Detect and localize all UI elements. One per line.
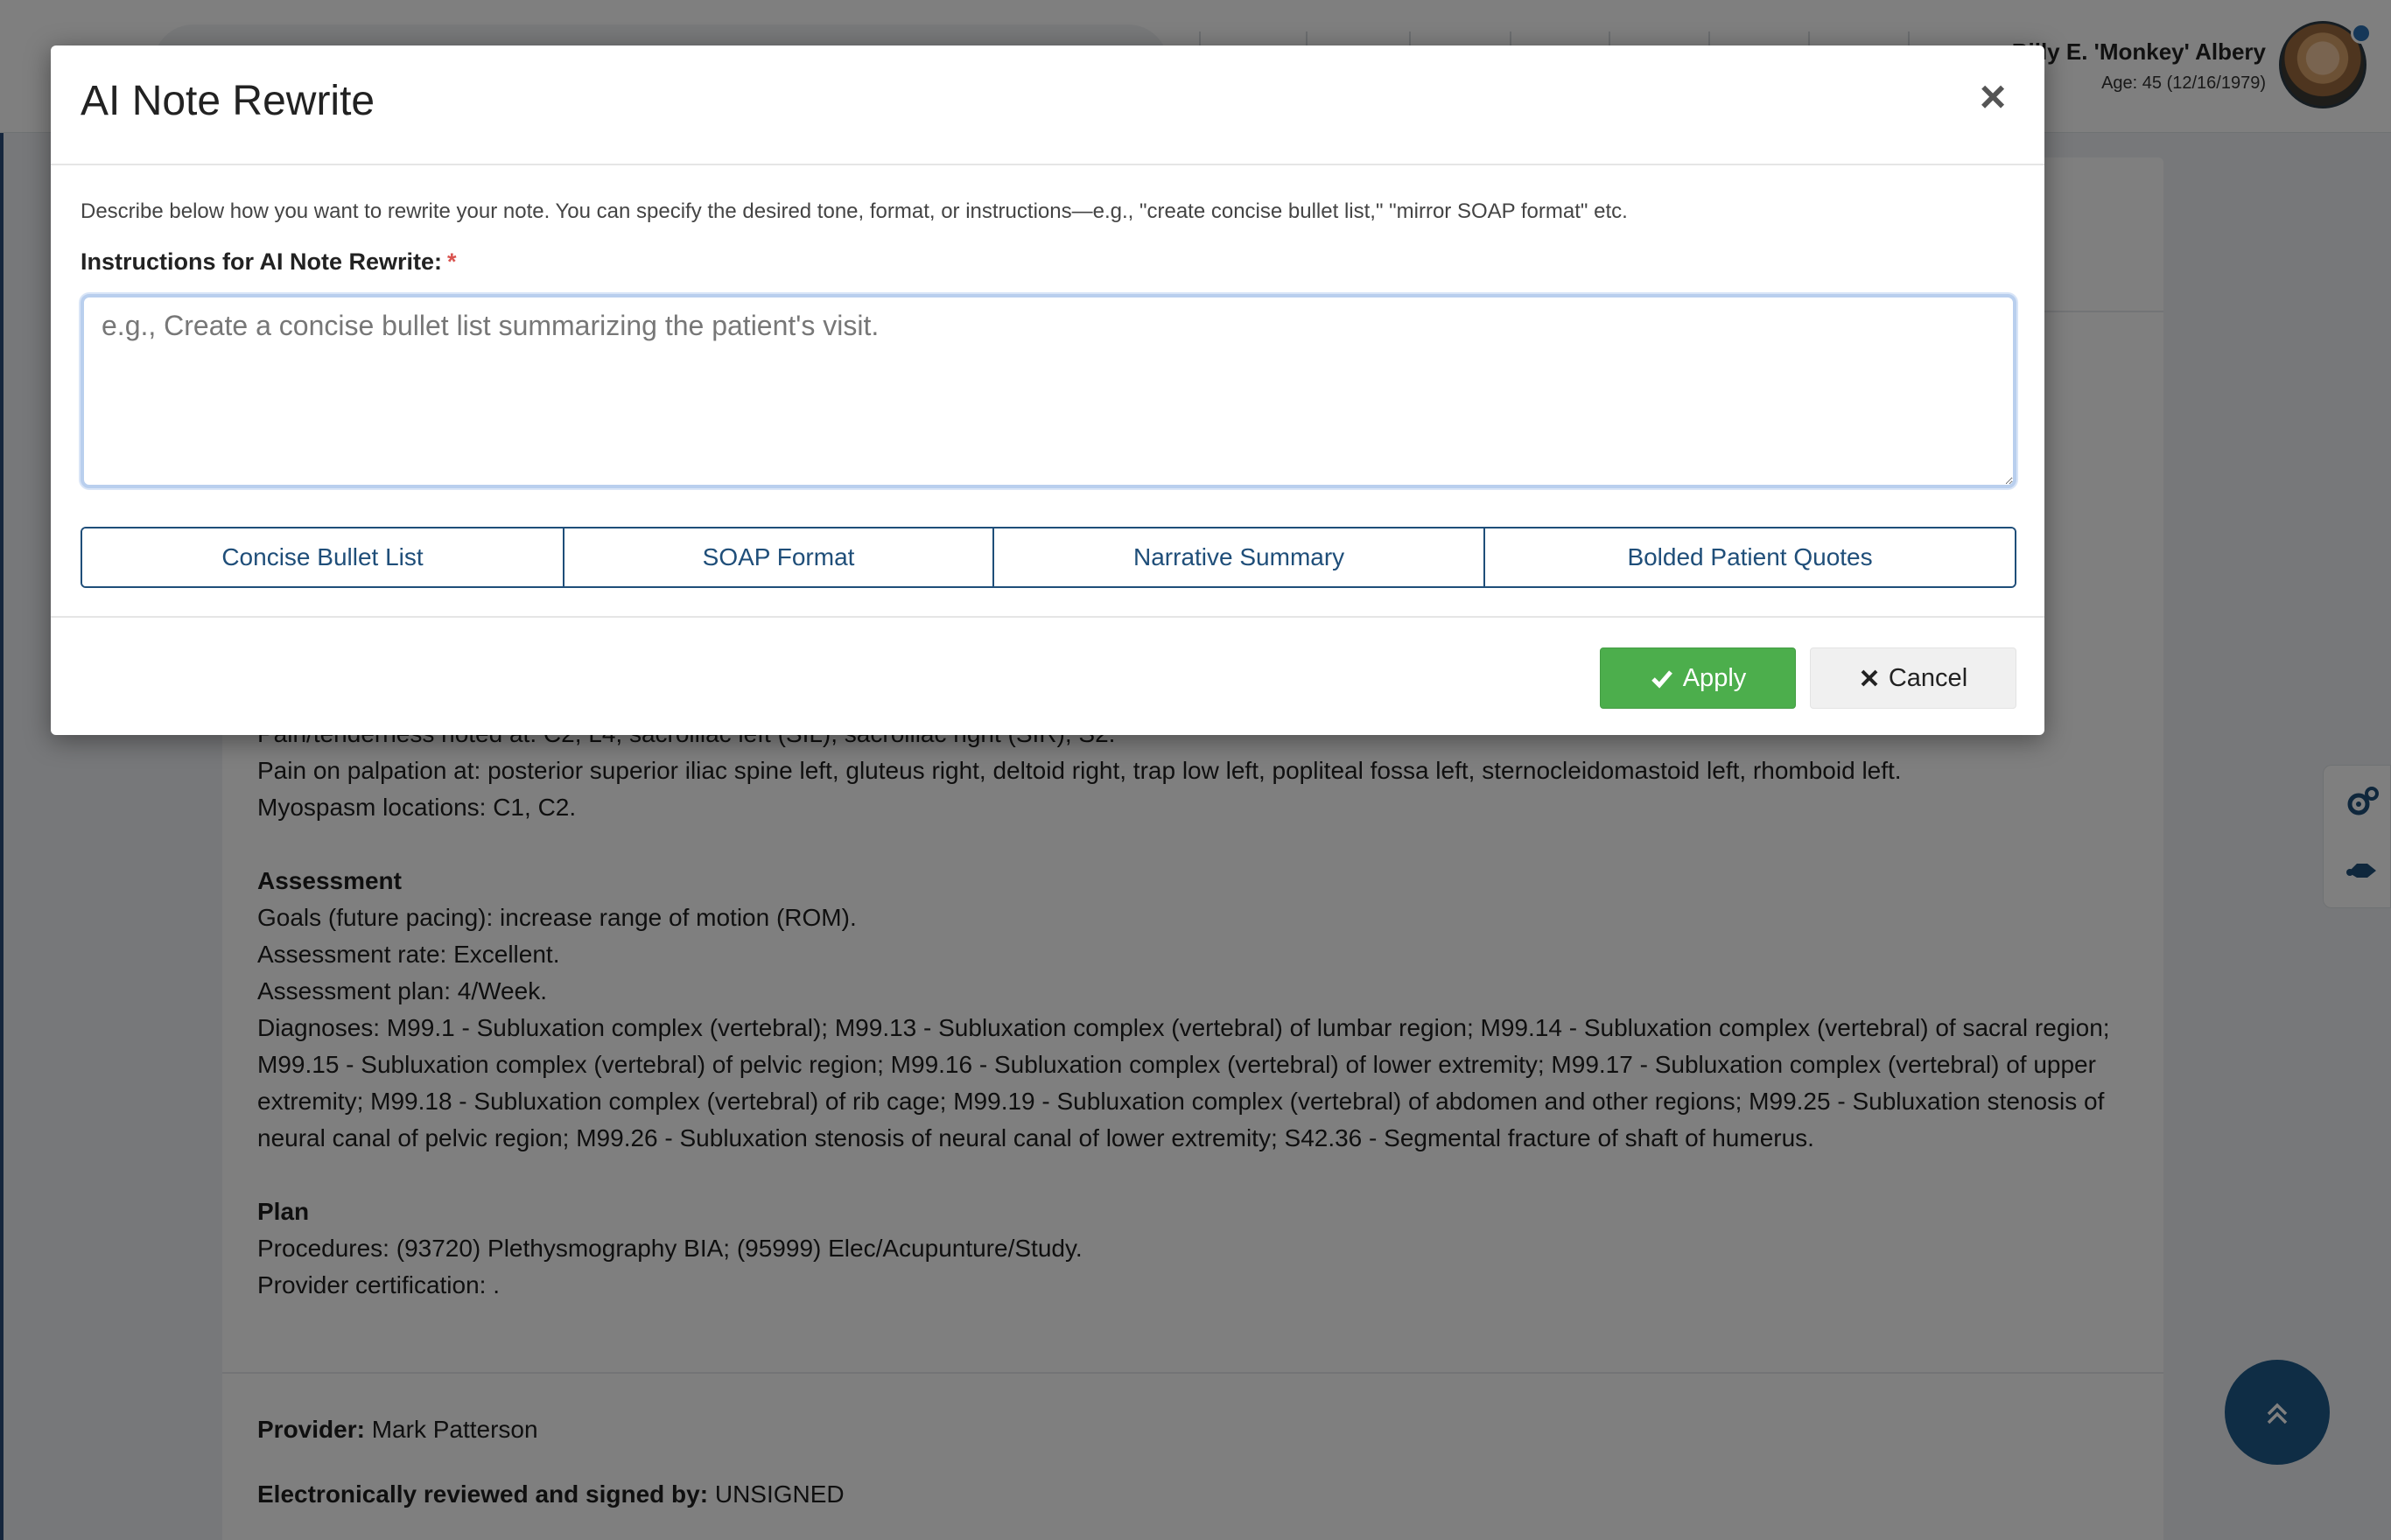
apply-label: Apply: [1682, 663, 1747, 692]
instructions-textarea[interactable]: [81, 294, 2016, 488]
ai-note-rewrite-modal: [51, 46, 2044, 735]
x-icon: [1859, 668, 1880, 689]
instructions-label: [81, 248, 457, 276]
cancel-label: Cancel: [1888, 663, 1968, 692]
modal-header: [51, 46, 2044, 165]
checkmark-icon: [1650, 666, 1674, 690]
cancel-button[interactable]: [1810, 648, 2016, 709]
preset-narrative-summary-button[interactable]: Narrative Summary: [994, 528, 1485, 586]
preset-concise-bullet-list-button[interactable]: Concise Bullet List: [82, 528, 564, 586]
modal-description: Describe below how you want to rewrite your note. You can specify the desired tone, format, or instructions—e.g., "create concise bullet list," "mirror SOAP format" etc.: [81, 200, 1628, 223]
preset-bolded-patient-quotes-button[interactable]: Bolded Patient Quotes: [1485, 528, 2015, 586]
modal-title: AI Note Rewrite: [81, 78, 375, 124]
apply-button[interactable]: [1600, 648, 1796, 709]
close-icon[interactable]: ×: [1979, 72, 2007, 122]
required-marker: *: [447, 248, 457, 275]
instructions-label-text: Instructions for AI Note Rewrite:: [81, 248, 443, 275]
preset-soap-format-button[interactable]: SOAP Format: [564, 528, 994, 586]
preset-button-group: [81, 527, 2016, 588]
